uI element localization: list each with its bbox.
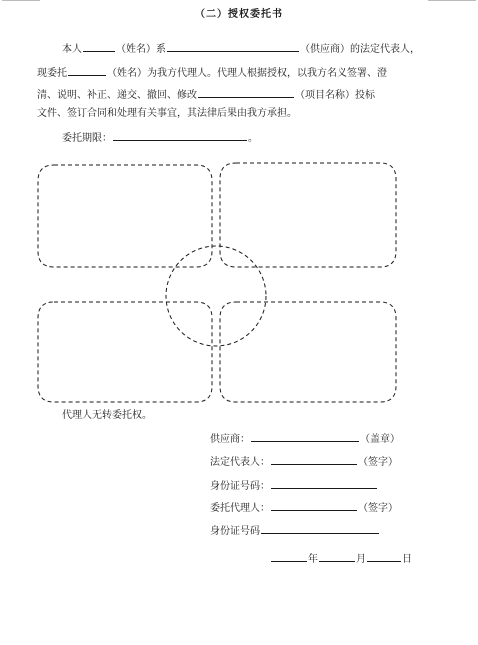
agent-signature-row (210, 499, 398, 516)
no-subdelegation-note: 代理人无转委托权。 (62, 410, 152, 421)
month-label: 月 (356, 554, 366, 565)
text-segment: 本人 (62, 44, 82, 55)
date-row (270, 550, 412, 567)
text-segment: 文件、签订合同和处理有关事宜，其法律后果由我方承担。 (37, 108, 297, 119)
id-card-box-bottom-right (220, 302, 396, 402)
id-label: 身份证号码 (210, 526, 260, 537)
agent-note: （签字） (358, 503, 398, 514)
year-label: 年 (308, 554, 318, 565)
text-segment: （供应商）的法定代表人， (300, 44, 420, 55)
text-segment: 现委托 (37, 68, 67, 79)
legal-rep-id-row (210, 477, 378, 494)
supplier-seal-blank[interactable] (251, 430, 359, 442)
agent-label: 委托代理人： (210, 503, 270, 514)
day-blank[interactable] (367, 550, 401, 562)
document-title: （二）授权委托书 (195, 9, 283, 20)
id-card-box-top-left (38, 165, 212, 267)
agent-sign-blank[interactable] (271, 499, 357, 511)
id-label: 身份证号码： (210, 481, 270, 492)
id-card-box-top-right (220, 163, 396, 267)
legal-rep-signature-row (210, 453, 398, 470)
agent-id-blank[interactable] (261, 522, 379, 534)
day-label: 日 (402, 554, 412, 565)
legal-rep-sign-blank[interactable] (271, 453, 357, 465)
text-segment: 清、说明、补正、递交、撤回、修改 (37, 90, 197, 101)
legal-rep-label: 法定代表人： (210, 457, 270, 468)
supplier-signature-row (210, 430, 400, 447)
legal-rep-note: （签字） (358, 457, 398, 468)
month-blank[interactable] (319, 550, 355, 562)
supplier-note: （盖章） (360, 434, 400, 445)
text-segment: （姓名）为我方代理人。代理人根据授权，以我方名义签署、澄 (107, 68, 387, 79)
seal-center-gap (200, 290, 230, 300)
supplier-label: 供应商： (210, 434, 250, 445)
term-label: 委托期限： (62, 133, 112, 144)
text-segment: （姓名）系 (116, 44, 166, 55)
year-blank[interactable] (271, 550, 307, 562)
agent-id-row (210, 522, 380, 539)
text-segment: （项目名称）投标 (295, 90, 375, 101)
id-card-box-bottom-left (38, 302, 212, 402)
legal-rep-id-blank[interactable] (271, 477, 377, 489)
term-end: 。 (248, 133, 258, 144)
